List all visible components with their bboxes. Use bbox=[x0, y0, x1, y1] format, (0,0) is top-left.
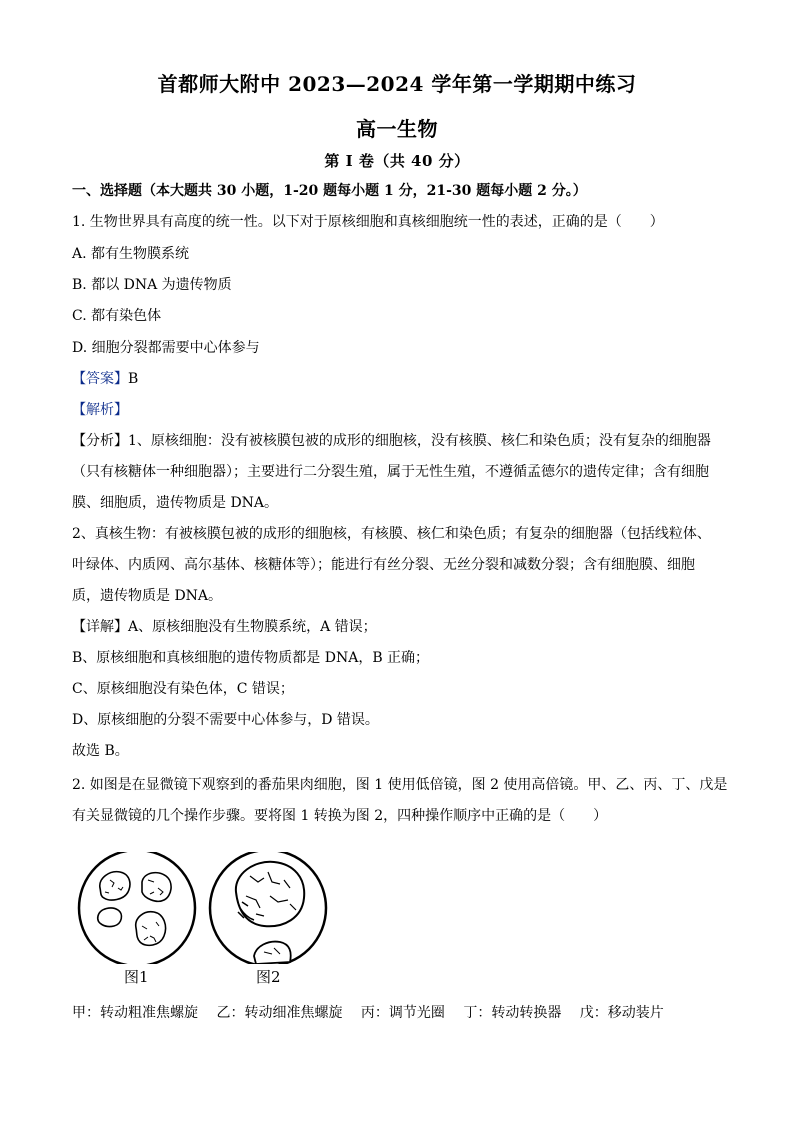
detail-line: D、原核细胞的分裂不需要中心体参与，D 错误。 bbox=[72, 712, 379, 728]
detail-line: B、原核细胞和真核细胞的遗传物质都是 DNA，B 正确； bbox=[72, 650, 430, 666]
q1-option-b: B. 都以 DNA 为遗传物质 bbox=[72, 277, 232, 293]
analysis-tag: 【解析】 bbox=[72, 402, 128, 418]
analysis-line: 膜、细胞质，遗传物质是 DNA。 bbox=[72, 495, 279, 511]
analysis-line: 叶绿体、内质网、高尔基体、核糖体等）；能进行有丝分裂、无丝分裂和减数分裂；含有细胞膜、细胞 bbox=[72, 557, 695, 573]
analysis-line: 【分析】1、原核细胞：没有被核膜包被的成形的细胞核，没有核膜、核仁和染色质；没有复杂的细胞器 bbox=[72, 433, 711, 449]
figure-1-label: 图1 bbox=[124, 968, 149, 986]
section-heading: 一、选择题（本大题共 30 小题，1-20 题每小题 1 分，21-30 题每小题 2 分。） bbox=[72, 183, 587, 199]
analysis-line: 2、真核生物：有被核膜包被的成形的细胞核，有核膜、核仁和染色质；有复杂的细胞器（包括线粒体、 bbox=[72, 526, 711, 542]
q1-answer bbox=[72, 369, 732, 389]
q1-option-d: D. 细胞分裂都需要中心体参与 bbox=[72, 340, 260, 356]
analysis-label: 【分析】 bbox=[72, 433, 128, 449]
subject-title: 高一生物 bbox=[356, 117, 438, 141]
detail-label: 【详解】 bbox=[72, 619, 128, 635]
detail-line: C、原核细胞没有染色体，C 错误； bbox=[72, 681, 294, 697]
q1-option-c: C. 都有染色体 bbox=[72, 308, 162, 324]
operation-steps: 甲：转动粗准焦螺旋 乙：转动细准焦螺旋 丙：调节光圈 丁：转动转换器 戊：移动装片 bbox=[72, 1005, 664, 1021]
q1-option-a: A. 都有生物膜系统 bbox=[72, 246, 190, 262]
microscope-views-image bbox=[70, 852, 330, 964]
question-1-stem: 1. 生物世界具有高度的统一性。以下对于原核细胞和真核细胞统一性的表述，正确的是（ ） bbox=[72, 214, 664, 230]
part-title: 第 I 卷（共 40 分） bbox=[324, 152, 470, 170]
question-2-stem: 2. 如图是在显微镜下观察到的番茄果肉细胞，图 1 使用低倍镜，图 2 使用高倍镜。甲、乙、丙、丁、戊是 bbox=[72, 777, 728, 793]
exam-title: 首都师大附中 2023—2024 学年第一学期期中练习 bbox=[157, 72, 637, 96]
analysis-line: （只有核糖体一种细胞器）；主要进行二分裂生殖，属于无性生殖，不遵循孟德尔的遗传定律；含有细胞 bbox=[72, 464, 709, 480]
detail-line: 【详解】A、原核细胞没有生物膜系统，A 错误； bbox=[72, 619, 377, 635]
answer-tag: 【答案】 bbox=[72, 371, 128, 387]
analysis-line: 质，遗传物质是 DNA。 bbox=[72, 588, 223, 604]
question-2-stem: 有关显微镜的几个操作步骤。要将图 1 转换为图 2，四种操作顺序中正确的是（ ） bbox=[72, 808, 608, 824]
answer-value: B bbox=[128, 371, 139, 387]
microscope-figures bbox=[70, 852, 330, 992]
figure-2-label: 图2 bbox=[256, 968, 281, 986]
detail-conclusion: 故选 B。 bbox=[72, 743, 129, 759]
